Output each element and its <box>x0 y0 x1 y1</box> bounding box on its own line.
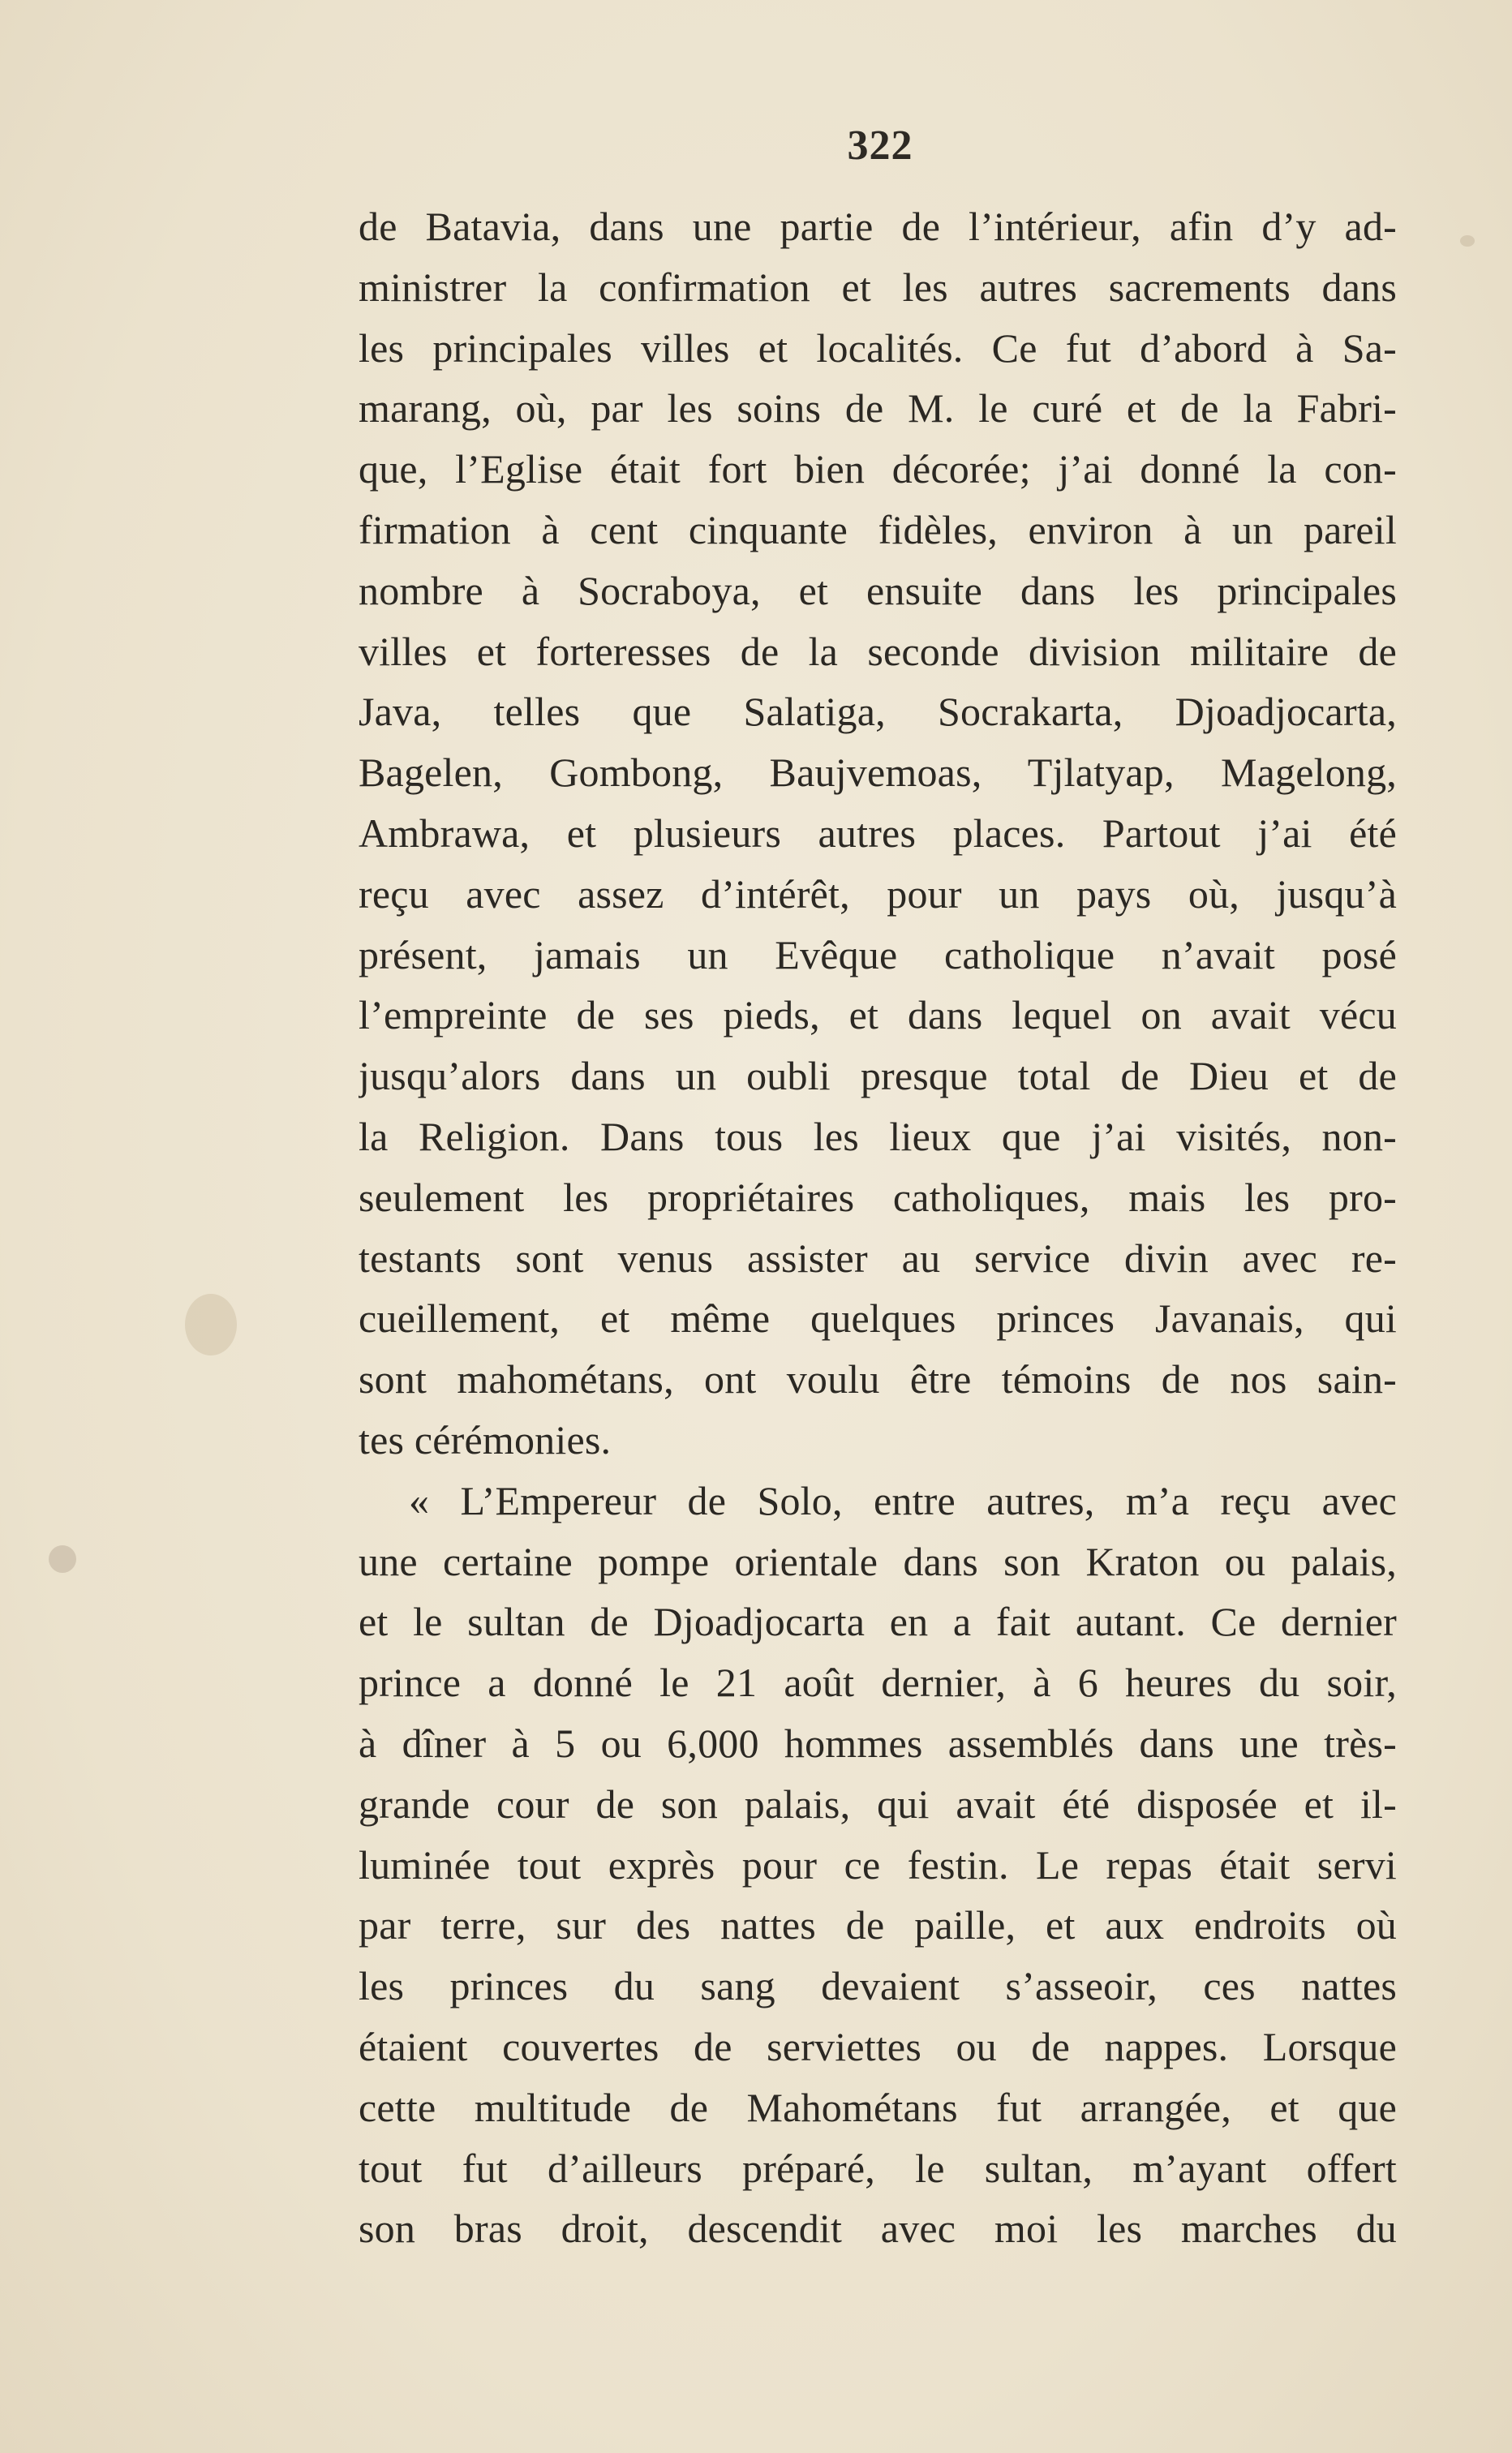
text-line: ministrer la confirmation et les autres sacrements dans <box>359 264 1397 310</box>
text-line: à dîner à 5 ou 6,000 hommes assemblés dans une très- <box>359 1720 1397 1766</box>
text-line: par terre, sur des nattes de paille, et aux endroits où <box>359 1902 1397 1948</box>
paper-stain <box>185 1294 237 1355</box>
text-line: de Batavia, dans une partie de l’intérieur, afin d’y ad- <box>359 204 1397 249</box>
text-line: les principales villes et localités. Ce fut d’abord à Sa- <box>359 324 1397 371</box>
text-line: Java, telles que Salatiga, Socrakarta, Djoadjocarta, <box>359 689 1397 735</box>
text-line: et le sultan de Djoadjocarta en a fait autant. Ce dernier <box>359 1599 1397 1645</box>
paper-stain <box>1460 235 1475 247</box>
text-line: firmation à cent cinquante fidèles, environ à un pareil <box>359 506 1397 552</box>
body-text <box>359 196 1397 2259</box>
text-line: villes et forteresses de la seconde division militaire de <box>359 628 1397 674</box>
text-line: cueillement, et même quelques princes Javanais, qui <box>359 1295 1397 1342</box>
text-line: que, l’Eglise était fort bien décorée; j’ai donné la con- <box>359 446 1397 492</box>
text-line: grande cour de son palais, qui avait été disposée et il- <box>359 1781 1397 1827</box>
text-line: présent, jamais un Evêque catholique n’avait posé <box>359 931 1397 977</box>
text-line: tes cérémonies. <box>359 1416 612 1463</box>
page-number: 322 <box>847 122 913 169</box>
text-line: prince a donné le 21 août dernier, à 6 heures du soir, <box>359 1660 1397 1706</box>
text-line: Bagelen, Gombong, Baujvemoas, Tjlatyap, Magelong, <box>359 750 1397 796</box>
text-line: luminée tout exprès pour ce festin. Le repas était servi <box>359 1841 1397 1888</box>
text-line: cette multitude de Mahométans fut arrangée, et que <box>359 2084 1397 2130</box>
text-line: tout fut d’ailleurs préparé, le sultan, m’ayant offert <box>359 2145 1397 2191</box>
paper-stain <box>49 1545 76 1573</box>
text-line: Ambrawa, et plusieurs autres places. Partout j’ai été <box>359 810 1397 856</box>
text-line: marang, où, par les soins de M. le curé et de la Fabri- <box>359 385 1397 432</box>
text-line: jusqu’alors dans un oubli presque total de Dieu et de <box>359 1053 1397 1099</box>
text-line: seulement les propriétaires catholiques, mais les pro- <box>359 1174 1397 1220</box>
text-line: « L’Empereur de Solo, entre autres, m’a reçu avec <box>409 1477 1397 1523</box>
text-line: nombre à Socraboya, et ensuite dans les principales <box>359 567 1397 613</box>
text-line: reçu avec assez d’intérêt, pour un pays où, jusqu’à <box>359 870 1397 917</box>
text-line: étaient couvertes de serviettes ou de nappes. Lorsque <box>359 2023 1397 2069</box>
text-line: son bras droit, descendit avec moi les marches du <box>359 2206 1397 2252</box>
text-line: une certaine pompe orientale dans son Kraton ou palais, <box>359 1538 1397 1584</box>
text-line: testants sont venus assister au service divin avec re- <box>359 1235 1397 1281</box>
text-line: la Religion. Dans tous les lieux que j’ai visités, non- <box>359 1113 1397 1159</box>
text-line: sont mahométans, ont voulu être témoins de nos sain- <box>359 1356 1397 1403</box>
text-line: l’empreinte de ses pieds, et dans lequel on avait vécu <box>359 992 1397 1038</box>
text-line: les princes du sang devaient s’asseoir, ces nattes <box>359 1963 1397 2009</box>
